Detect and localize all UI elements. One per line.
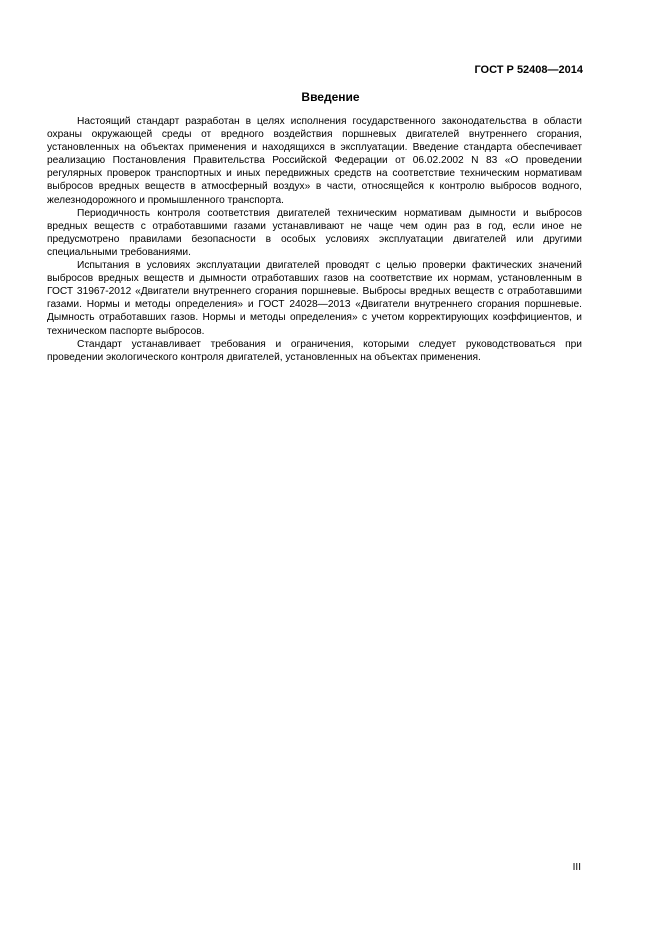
paragraph: Настоящий стандарт разработан в целях исполнения государственного законодательства в области охраны окружающей среды от вредного воздействия поршневых двигателей внутреннего сгорания, установленных на объектах применения и находящихся в эксплуатации. Введение стандарта обеспечивает реализацию Постановления Правительства Российской Федерации от 06.02.2002 N 83 «О проведении регулярных проверок транспортных и иных передвижных средств на соответствие техническим нормативам выбросов вредных веществ в атмосферный воздух» в части, относящейся к контролю выбросов водного, железнодорожного и промышленного транспорта. [47, 116, 582, 206]
document-code: ГОСТ Р 52408—2014 [474, 64, 583, 76]
body-text [47, 115, 582, 364]
page-number: III [572, 862, 581, 873]
paragraph: Периодичность контроля соответствия двигателей техническим нормативам дымности и выбросов вредных веществ с отработавшими газами устанавливают не чаще чем один раз в год, если иное не предусмотрено правилами безопасности в особых условиях эксплуатации двигателей или другими специальными требованиями. [47, 207, 582, 258]
section-title: Введение [301, 90, 360, 104]
paragraph: Стандарт устанавливает требования и ограничения, которыми следует руководствоваться при проведении экологического контроля двигателей, установленных на объектах применения. [47, 338, 582, 363]
paragraph: Испытания в условиях эксплуатации двигателей проводят с целью проверки фактических значений выбросов вредных веществ и дымности отработавших газов на соответствие их нормам, установленным в ГОСТ 31967-2012 «Двигатели внутреннего сгорания поршневые. Выбросы вредных веществ с отработавшими газами. Нормы и методы определения» и ГОСТ 24028—2013 «Двигатели внутреннего сгорания поршневые. Дымность отработавших газов. Нормы и методы определения» с учетом корректирующих коэффициентов, и техническом паспорте выбросов. [47, 260, 582, 337]
